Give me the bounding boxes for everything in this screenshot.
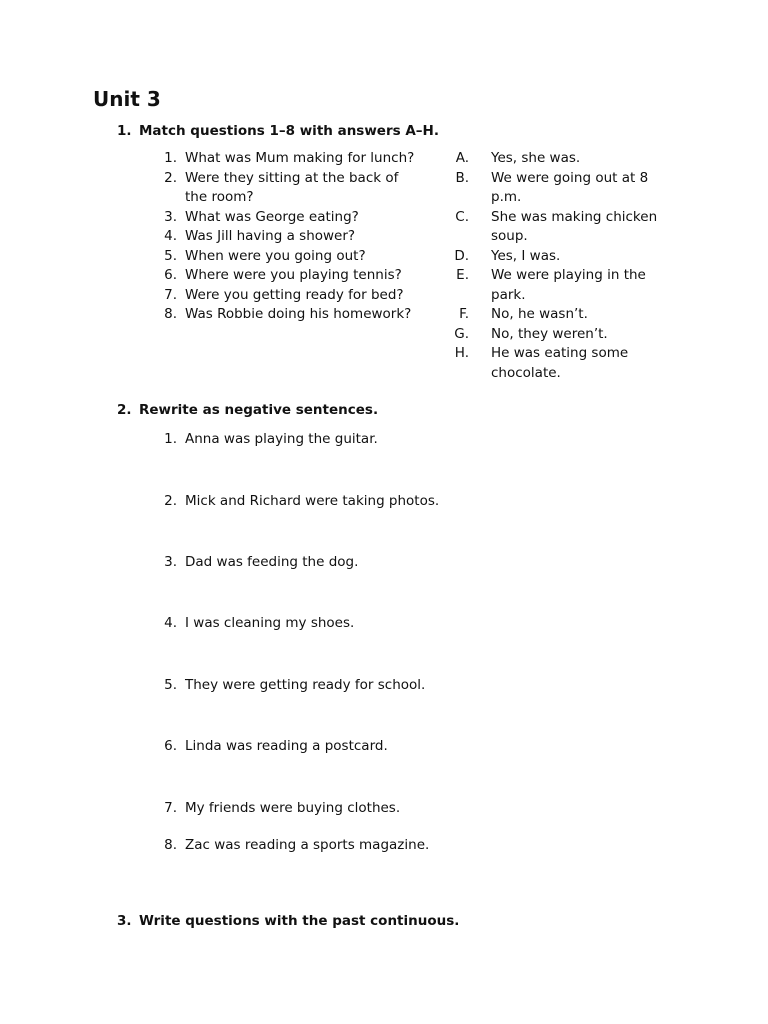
answer-text: She was making chicken soup. bbox=[491, 208, 658, 244]
question-item bbox=[160, 266, 435, 286]
answer-item bbox=[440, 169, 680, 208]
answer-item bbox=[440, 305, 680, 325]
rewrite-text: Mick and Richard were taking photos. bbox=[185, 493, 440, 509]
section-1-title: Match questions 1–8 with answers A–H. bbox=[139, 123, 439, 139]
question-number: 1. bbox=[164, 150, 177, 166]
rewrite-number: 4. bbox=[164, 615, 177, 631]
section-3-title: Write questions with the past continuous. bbox=[139, 913, 460, 929]
unit-title: Unit 3 bbox=[93, 87, 161, 111]
answer-letter: F. bbox=[459, 306, 469, 322]
rewrite-number: 8. bbox=[164, 837, 177, 853]
rewrite-number: 3. bbox=[164, 554, 177, 570]
answer-item bbox=[440, 149, 680, 169]
question-item bbox=[160, 149, 435, 169]
answer-list bbox=[440, 149, 680, 383]
answer-letter: C. bbox=[455, 208, 469, 225]
question-text: What was Mum making for lunch? bbox=[185, 150, 415, 166]
question-list bbox=[160, 149, 435, 325]
answer-text: Yes, I was. bbox=[491, 247, 561, 264]
question-text: Were you getting ready for bed? bbox=[185, 286, 404, 303]
answer-letter: H. bbox=[454, 345, 469, 361]
section-2-number: 2. bbox=[117, 402, 132, 418]
rewrite-number: 5. bbox=[164, 677, 177, 693]
answer-text: We were playing in the park. bbox=[491, 267, 646, 303]
rewrite-number: 7. bbox=[164, 800, 177, 816]
question-text: Where were you playing tennis? bbox=[185, 267, 402, 283]
answer-letter: G. bbox=[454, 325, 469, 342]
question-text: What was George eating? bbox=[185, 208, 359, 225]
question-text: Was Robbie doing his homework? bbox=[185, 306, 412, 322]
rewrite-text: Zac was reading a sports magazine. bbox=[185, 837, 430, 853]
question-number: 5. bbox=[164, 247, 177, 264]
answer-text: No, he wasn’t. bbox=[491, 306, 588, 322]
section-1-heading bbox=[117, 122, 439, 142]
answer-item bbox=[440, 344, 680, 383]
rewrite-item bbox=[160, 614, 354, 634]
answer-letter: A. bbox=[455, 150, 469, 166]
answer-text: Yes, she was. bbox=[491, 150, 581, 166]
rewrite-number: 2. bbox=[164, 493, 177, 509]
answer-text: He was eating some chocolate. bbox=[491, 345, 629, 381]
rewrite-item bbox=[160, 430, 378, 450]
rewrite-text: I was cleaning my shoes. bbox=[185, 615, 355, 631]
answer-text: No, they weren’t. bbox=[491, 325, 608, 342]
question-number: 8. bbox=[164, 306, 177, 322]
question-item bbox=[160, 286, 435, 306]
rewrite-text: My friends were buying clothes. bbox=[185, 800, 401, 816]
question-item bbox=[160, 227, 435, 247]
section-3-heading bbox=[117, 912, 459, 932]
rewrite-text: Dad was feeding the dog. bbox=[185, 554, 359, 570]
question-text: When were you going out? bbox=[185, 247, 366, 264]
question-item bbox=[160, 208, 435, 228]
rewrite-item bbox=[160, 799, 400, 819]
section-2-title: Rewrite as negative sentences. bbox=[139, 402, 379, 418]
rewrite-item bbox=[160, 836, 429, 856]
rewrite-item bbox=[160, 492, 439, 512]
rewrite-text: Linda was reading a postcard. bbox=[185, 738, 388, 754]
section-1-number: 1. bbox=[117, 123, 132, 139]
question-item bbox=[160, 305, 435, 325]
rewrite-text: Anna was playing the guitar. bbox=[185, 431, 378, 447]
question-number: 4. bbox=[164, 228, 177, 244]
answer-item bbox=[440, 266, 680, 305]
question-item bbox=[160, 169, 435, 208]
answer-letter: E. bbox=[456, 267, 469, 283]
question-number: 2. bbox=[164, 169, 177, 186]
rewrite-item bbox=[160, 676, 425, 696]
answer-letter: D. bbox=[454, 247, 469, 264]
section-2-heading bbox=[117, 401, 378, 421]
answer-item bbox=[440, 208, 680, 247]
answer-letter: B. bbox=[455, 169, 469, 186]
question-number: 6. bbox=[164, 267, 177, 283]
question-item bbox=[160, 247, 435, 267]
answer-item bbox=[440, 247, 680, 267]
question-number: 7. bbox=[164, 286, 177, 303]
rewrite-item bbox=[160, 737, 388, 757]
answer-item bbox=[440, 325, 680, 345]
rewrite-item bbox=[160, 553, 358, 573]
rewrite-number: 6. bbox=[164, 738, 177, 754]
rewrite-number: 1. bbox=[164, 431, 177, 447]
rewrite-text: They were getting ready for school. bbox=[185, 677, 426, 693]
question-text: Was Jill having a shower? bbox=[185, 228, 356, 244]
section-3-number: 3. bbox=[117, 913, 132, 929]
answer-text: We were going out at 8 p.m. bbox=[491, 169, 649, 205]
question-number: 3. bbox=[164, 208, 177, 225]
question-text: Were they sitting at the back of the room? bbox=[185, 169, 399, 205]
